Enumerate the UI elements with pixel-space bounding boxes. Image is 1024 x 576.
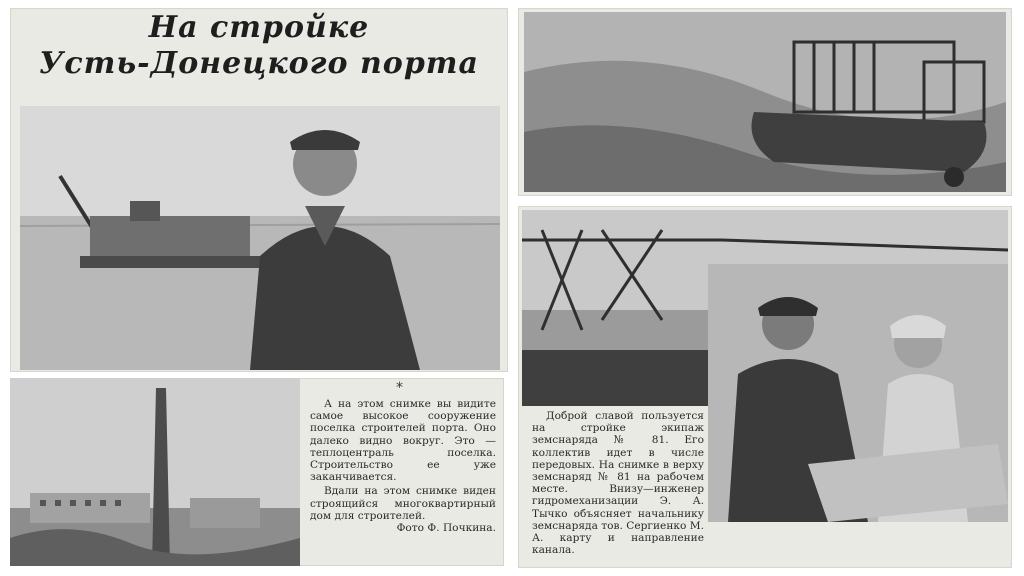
tractor-photo: [524, 12, 1006, 192]
photo-credit: Фото Ф. Почкина.: [396, 522, 496, 535]
headline-line-1: На стройке: [148, 10, 370, 45]
dredge-caption-text: Доброй славой пользуется на стройке экипаж земснаряда № 81. Его коллектив идет в числе передовых. На снимке в верху земснаряд № 81 на рабочем месте. Внизу—инженер гидромеханизации Э. А. Тычко объясняет начальнику земснаряда тов. Сергиенко М. А. карту и направление канала.: [532, 410, 704, 557]
portrait-photo-dredge: [20, 106, 500, 370]
clipping-water-tower: [10, 378, 504, 566]
engineers-photo: [708, 264, 1008, 522]
tower-caption-paragraph-2: Вдали на этом снимке виден строящийся многоквартирный дом для строителей.: [310, 485, 496, 522]
tower-caption: [310, 398, 496, 534]
headline-line-2: Усть-Донецкого порта: [39, 46, 479, 81]
clipping-headline-portrait: [10, 8, 508, 372]
clipping-tractor: [518, 8, 1012, 196]
dredge-caption: [532, 410, 704, 556]
clipping-dredge-crew: [518, 206, 1012, 568]
separator-asterisk: *: [396, 380, 403, 396]
tower-photo: [10, 378, 300, 566]
tower-caption-paragraph-1: А на этом снимке вы видите самое высокое сооружение поселка строителей порта. Оно далеко видно вокруг. Это — теплоцентраль поселка. Строительство ее уже заканчивается.: [310, 398, 496, 484]
